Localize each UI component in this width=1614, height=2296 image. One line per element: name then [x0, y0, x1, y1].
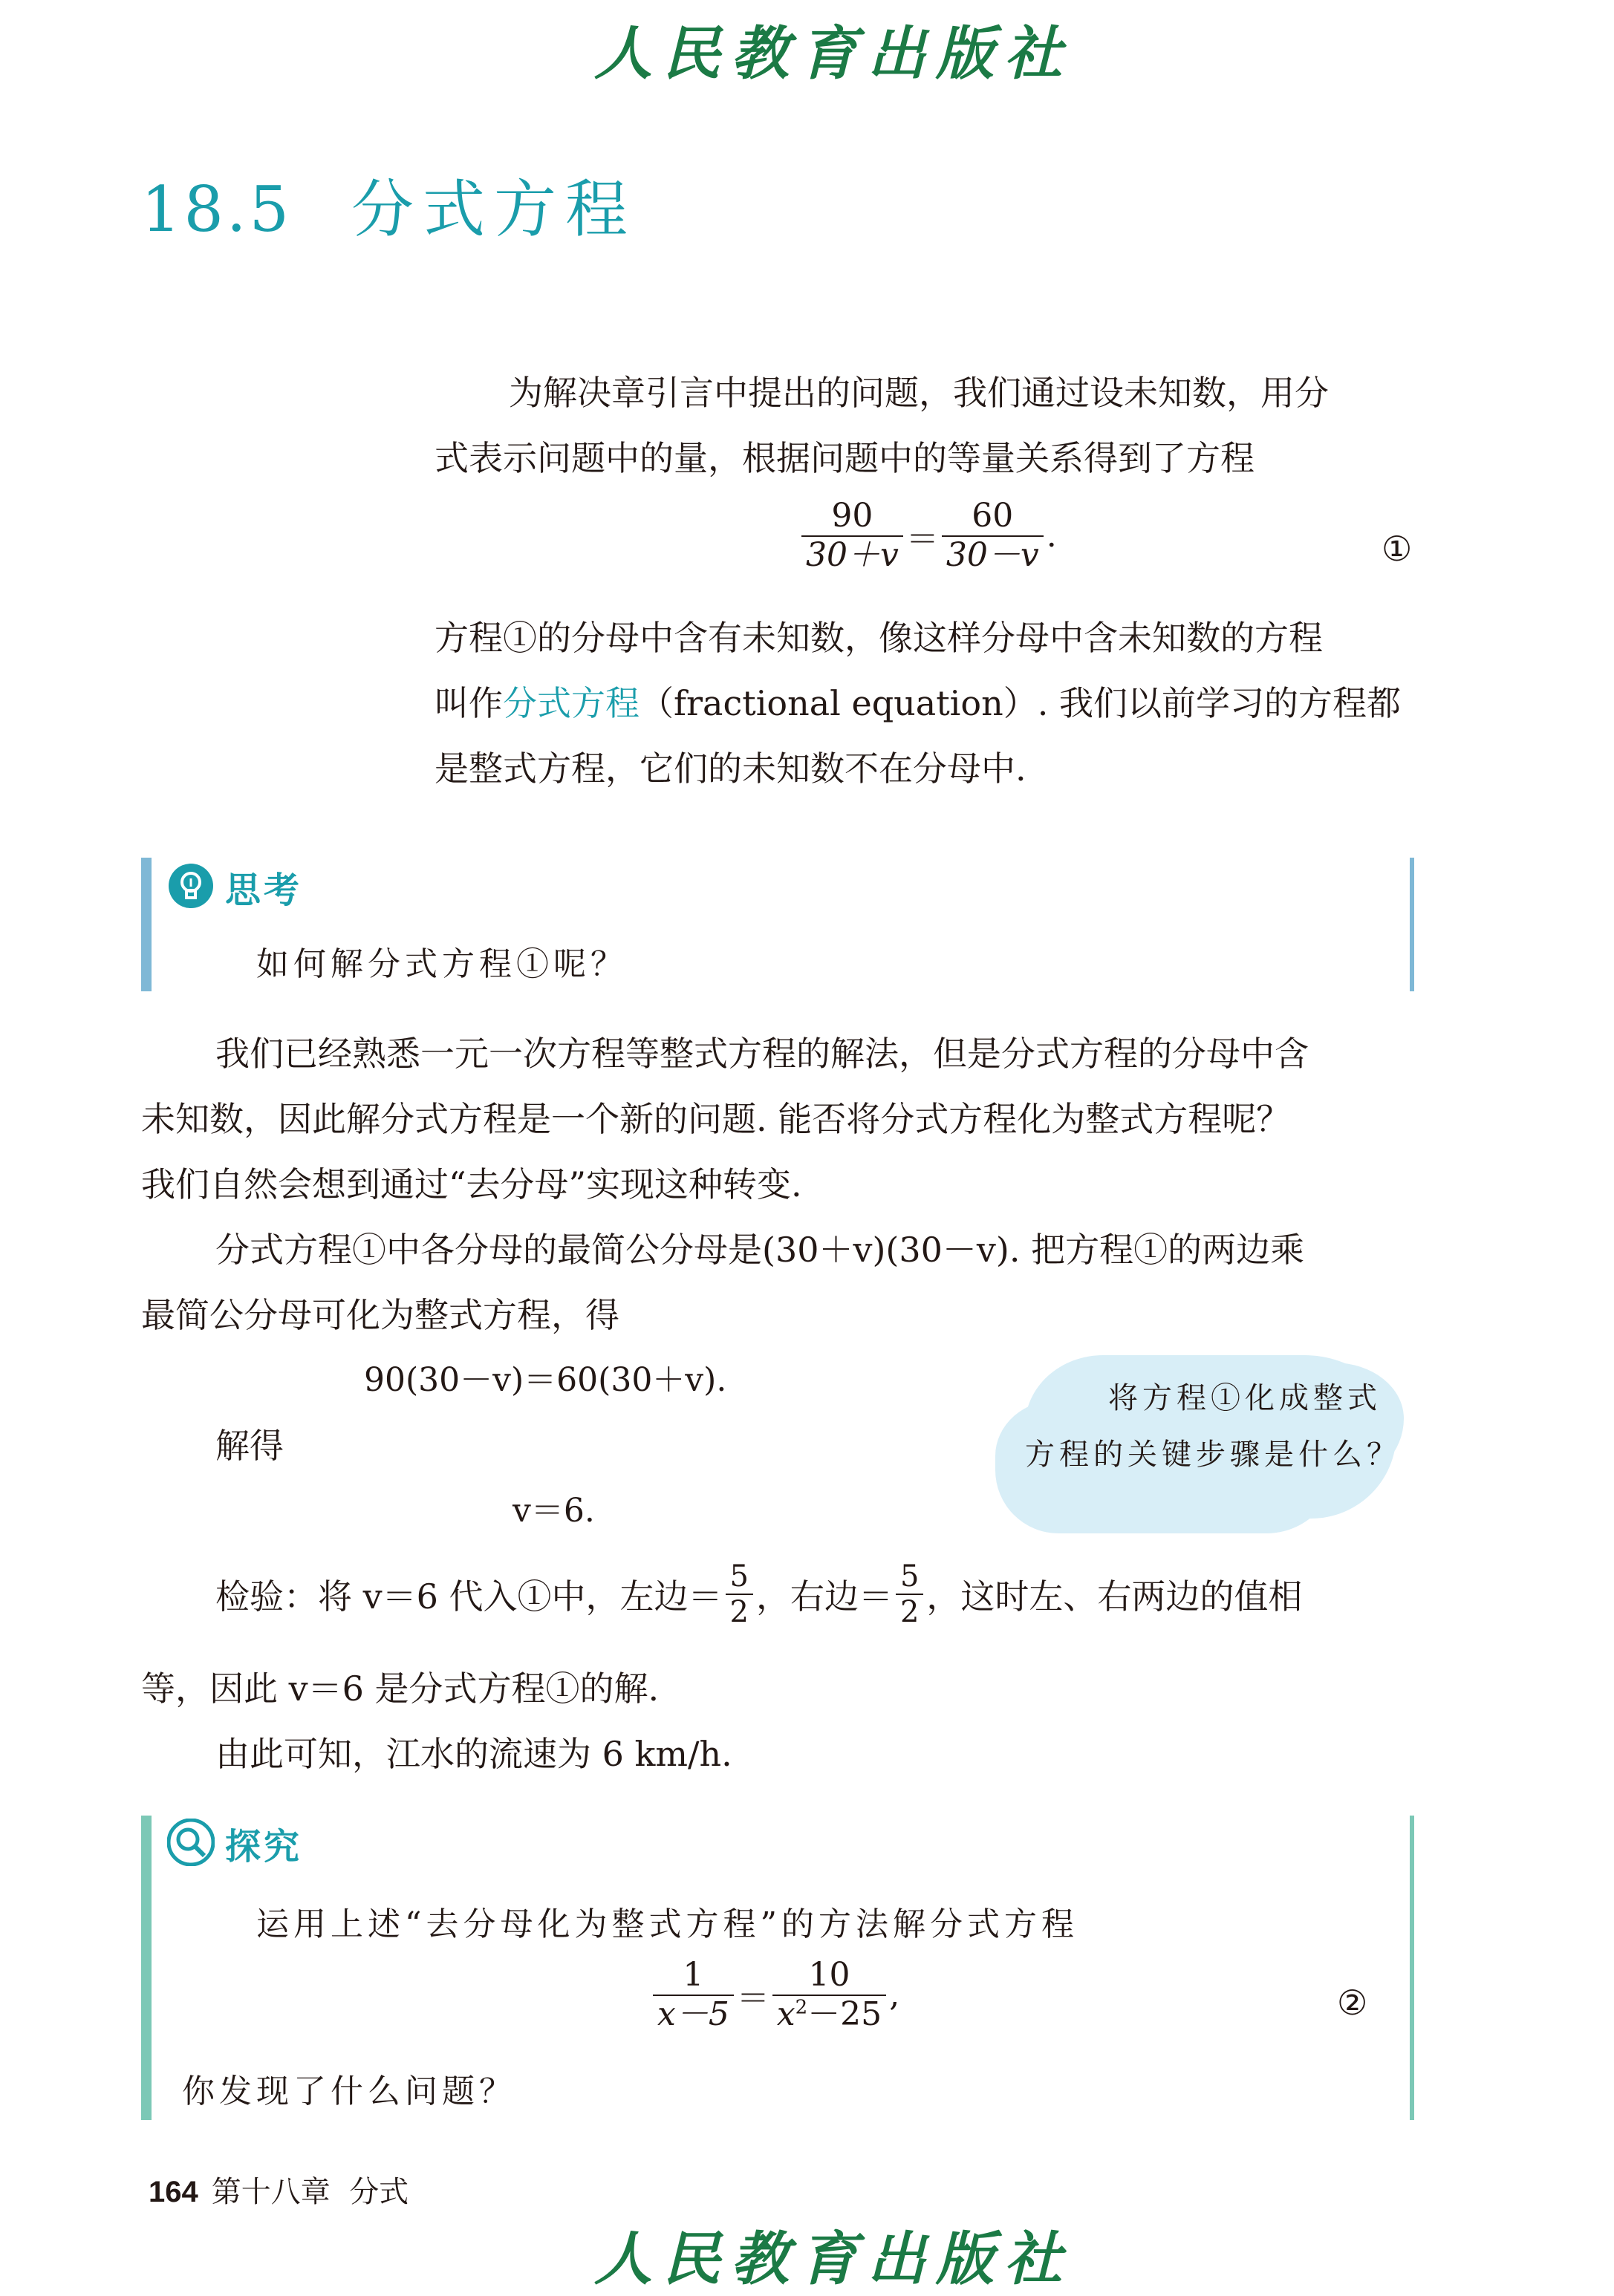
def-line-1: 方程①的分母中含有未知数，像这样分母中含未知数的方程	[435, 618, 1323, 658]
eq2-equals: ＝	[736, 1979, 769, 2018]
publisher-brand-top: 人民教育出版社	[594, 20, 1073, 88]
def-line-2	[435, 671, 1401, 736]
def-line-3: 是整式方程，它们的未知数不在分母中.	[435, 749, 1026, 789]
cloud-line-2: 方程的关键步骤是什么？	[1025, 1438, 1401, 1472]
equation-2	[650, 1957, 899, 2033]
eq2-rhs-denominator	[772, 1996, 886, 2034]
eq1-equals: ＝	[905, 520, 939, 558]
check-part-c: ，这时左、右两边的值相	[926, 1576, 1303, 1617]
check-right-num: 5	[896, 1559, 923, 1595]
page-number: 164	[149, 2176, 198, 2208]
eq2-rhs-den-rest: －25	[807, 1995, 882, 2033]
section-heading: 分式方程	[351, 173, 637, 246]
magnifier-icon	[167, 1819, 215, 1869]
eq1-tag: ①	[1382, 529, 1413, 569]
eq2-tag: ②	[1337, 1983, 1368, 2023]
chapter-title: 分式	[349, 2175, 409, 2209]
explore-box-right-bar	[1410, 1816, 1414, 2120]
explore-box-left-bar	[141, 1816, 152, 2120]
eq2-lhs-numerator: 1	[653, 1957, 734, 1996]
eq2-comma: ,	[889, 1976, 900, 2015]
eq2-lhs-denominator: x－5	[657, 1995, 729, 2033]
eq1-rhs-numerator: 60	[942, 498, 1044, 537]
body-p2-line-1: 分式方程①中各分母的最简公分母是(30＋v)(30－v). 把方程①的两边乘	[215, 1230, 1305, 1270]
cloud-text	[1025, 1370, 1401, 1483]
chapter-label: 第十八章	[211, 2175, 331, 2209]
intro-line-2: 式表示问题中的量，根据问题中的等量关系得到了方程	[435, 438, 1255, 478]
eq1-lhs-fraction	[801, 498, 903, 574]
explore-intro: 运用上述“去分母化为整式方程”的方法解分式方程	[256, 1905, 1078, 1943]
solution: v＝6.	[512, 1492, 595, 1530]
eq2-rhs-numerator: 10	[772, 1957, 886, 1996]
explore-label: 探究	[225, 1826, 303, 1868]
check-right-fraction	[896, 1559, 923, 1629]
eq2-rhs-fraction	[772, 1957, 886, 2033]
check-part-a: 检验：将 v＝6 代入①中，左边＝	[215, 1576, 723, 1617]
check-left-fraction	[726, 1559, 753, 1629]
def-line-2b: （fractional equation）. 我们以前学习的方程都	[640, 683, 1401, 723]
eq2-lhs-fraction	[653, 1957, 734, 2033]
body-p1-line-3: 我们自然会想到通过“去分母”实现这种转变.	[141, 1164, 802, 1204]
think-label: 思考	[225, 870, 303, 911]
think-question: 如何解分式方程①呢？	[256, 945, 628, 983]
def-line-2a: 叫作	[435, 683, 503, 723]
equation-1	[798, 498, 1057, 574]
solve-label: 解得	[215, 1426, 284, 1466]
section-number: 18.5	[141, 173, 293, 246]
think-box-right-bar	[1410, 858, 1414, 991]
check-left-den: 2	[729, 1595, 749, 1629]
section-title	[141, 160, 637, 250]
check-right-den: 2	[899, 1595, 920, 1629]
check-line-2: 等，因此 v＝6 是分式方程①的解.	[141, 1669, 660, 1709]
think-header	[167, 861, 302, 913]
eq2-rhs-den-exp: 2	[795, 1995, 808, 2018]
body-p1-line-2: 未知数，因此解分式方程是一个新的问题. 能否将分式方程化为整式方程呢？	[141, 1099, 1291, 1139]
cloud-line-1: 将方程①化成整式	[1108, 1381, 1382, 1415]
explore-question: 你发现了什么问题？	[182, 2072, 516, 2110]
check-left-num: 5	[726, 1559, 753, 1595]
body-p2-line-2: 最简公分母可化为整式方程，得	[141, 1295, 619, 1335]
intro-line-1: 为解决章引言中提出的问题，我们通过设未知数，用分	[509, 373, 1329, 413]
check-line-1	[215, 1559, 1302, 1629]
lightbulb-icon	[167, 862, 215, 913]
eq1-period: .	[1046, 517, 1057, 555]
page-footer	[149, 2168, 409, 2211]
eq1-lhs-numerator: 90	[801, 498, 903, 537]
think-box-left-bar	[141, 858, 152, 991]
eq1-rhs-fraction	[942, 498, 1044, 574]
publisher-brand-bottom: 人民教育出版社	[594, 2225, 1073, 2293]
conclusion: 由此可知，江水的流速为 6 km/h.	[215, 1734, 732, 1774]
explore-header	[167, 1818, 302, 1869]
body-p1-line-1: 我们已经熟悉一元一次方程等整式方程的解法，但是分式方程的分母中含	[215, 1034, 1309, 1074]
eq1-rhs-denominator: 30－v	[946, 535, 1039, 574]
integer-equation: 90(30－v)＝60(30＋v).	[364, 1361, 727, 1399]
eq2-rhs-den-base: x	[776, 1995, 795, 2033]
eq1-lhs-denominator: 30＋v	[806, 535, 899, 574]
term-fractional-equation: 分式方程	[503, 683, 640, 723]
check-part-b: ，右边＝	[755, 1576, 893, 1617]
